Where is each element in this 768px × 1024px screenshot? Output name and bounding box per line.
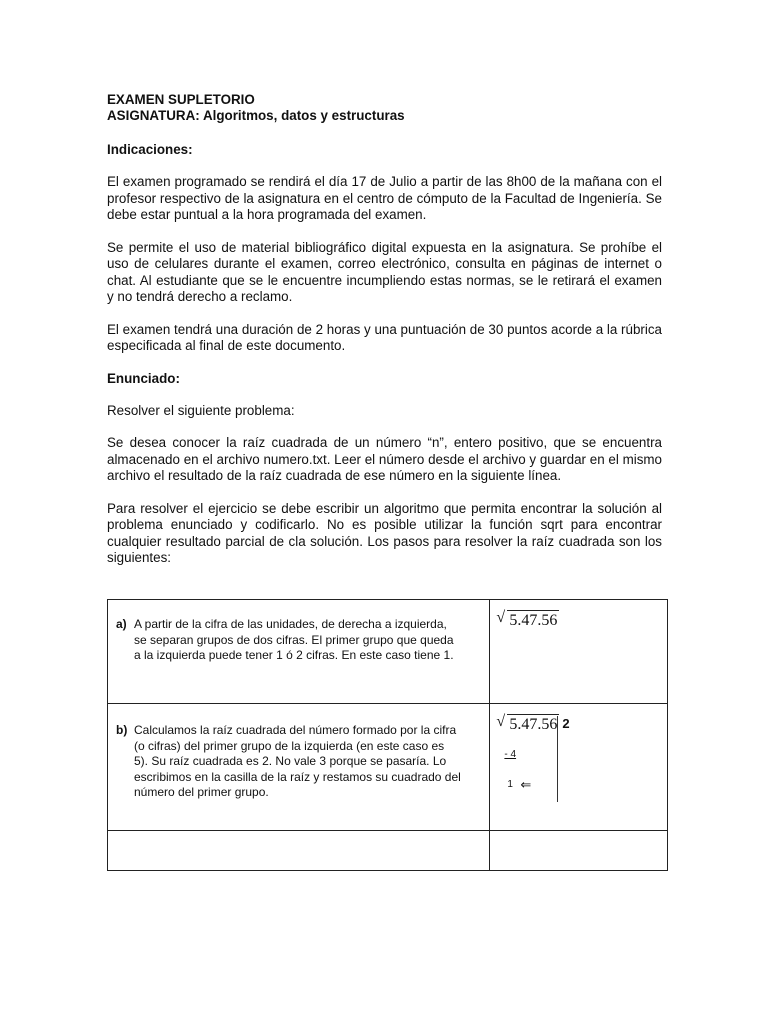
enunciado-paragraph-3: Para resolver el ejercicio se debe escribir un algoritmo que permita encontrar la solución al problema enunciado y codificarlo. No es posible utilizar la función sqrt para encontrar cualquier resultado parcial de cla solución. Los pasos para resolver la raíz cuadrada son los siguientes: (107, 500, 662, 565)
subject-line: ASIGNATURA: Algoritmos, datos y estructuras (107, 108, 405, 123)
enunciado-paragraph-1: Resolver el siguiente problema: (107, 402, 295, 418)
indicaciones-heading: Indicaciones: (107, 142, 193, 157)
radical-icon: √ (496, 609, 506, 626)
document-body (107, 92, 662, 583)
step-a-figure-cell (490, 600, 668, 704)
enunciado-heading: Enunciado: (107, 370, 180, 386)
step-text: A partir de la cifra de las unidades, de derecha a izquierda, se separan grupos de dos cifras. El primer grupo que queda a la izquierda puede tener 1 ó 2 cifras. En este caso tiene 1. (134, 617, 454, 662)
step-a-cell (108, 600, 490, 704)
root-digit: 2 (562, 716, 570, 731)
enunciado-paragraph-2: Se desea conocer la raíz cuadrada de un número “n”, entero positivo, que se encuentra almacenado en el archivo numero.txt. Leer el número desde el archivo y guardar en el mismo archivo el resultado de la raíz cuadrada de ese número en la siguiente línea. (107, 435, 662, 483)
step-text: Calculamos la raíz cuadrada del número formado por la cifra (o cifras) del primer grupo de la izquierda (en este caso es 5). Su raíz cuadrada es 2. No vale 3 porque se pasaría. Lo escribimos en la casilla de la raíz y restamos su cuadrado del número del primer grupo. (134, 723, 461, 799)
indicaciones-paragraph-3: El examen tendrá una duración de 2 horas y una puntuación de 30 puntos acorde a la rúbrica especificada al final de este documento. (107, 321, 662, 353)
radicand: 5.47.56 (509, 612, 558, 629)
left-arrow-icon: ⇐ (520, 777, 532, 792)
empty-cell (108, 831, 490, 871)
step-a (108, 600, 489, 664)
table-row (108, 704, 668, 831)
indicaciones-paragraph-2: Se permite el uso de material bibliográfico digital expuesta en la asignatura. Se prohíbe el uso de celulares durante el examen, correo electrónico, consulta en páginas de internet o chat. Al estudiante que se le encuentre incumpliendo estas normas, se le retirará el examen y no tendrá derecho a reclamo. (107, 239, 662, 304)
indicaciones-paragraph-1: El examen programado se rendirá el día 17 de Julio a partir de las 8h00 de la mañana con el profesor respectivo de la asignatura en el centro de cómputo de la Facultad de Ingeniería. Se debe estar puntual a la hora programada del examen. (107, 174, 662, 222)
step-b-figure-cell (490, 704, 668, 831)
step-b (108, 704, 489, 801)
table-row (108, 600, 668, 704)
exam-title: EXAMEN SUPLETORIO (107, 92, 255, 107)
step-label: a) (116, 617, 127, 631)
step-b-cell (108, 704, 490, 831)
steps-table (107, 599, 668, 871)
radicand: 5.47.56 (509, 716, 558, 733)
empty-cell (490, 831, 668, 871)
divider-line (557, 716, 558, 802)
step-label: b) (116, 723, 128, 737)
remainder-value: 1 (507, 779, 513, 790)
subtract-value: - 4 (504, 749, 517, 760)
table-row (108, 831, 668, 871)
radical-icon: √ (496, 713, 506, 730)
